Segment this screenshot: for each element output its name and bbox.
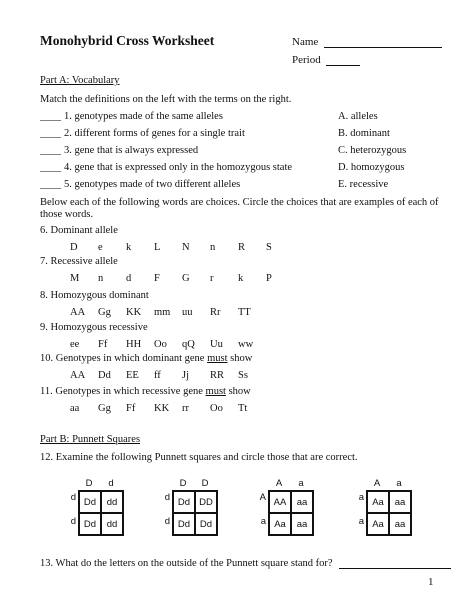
- punnett-cell: DD: [195, 491, 217, 513]
- choice[interactable]: ww: [238, 339, 254, 350]
- choices-instructions-line2: those words.: [40, 209, 94, 220]
- punnett-cell: Aa: [367, 513, 389, 535]
- choice[interactable]: KK: [126, 307, 142, 318]
- choice[interactable]: aa: [70, 403, 80, 414]
- question-7-label: 7. Recessive allele: [40, 256, 118, 267]
- choice[interactable]: ee: [70, 339, 80, 350]
- vocab-item-4: [40, 162, 440, 176]
- part-b-instructions: 12. Examine the following Punnett squares and circle those that are correct.: [40, 452, 358, 463]
- punnett-side-allele: d: [164, 516, 170, 527]
- punnett-grid: [78, 490, 124, 536]
- punnett-top-allele: d: [108, 478, 114, 489]
- punnett-side-allele: d: [164, 492, 170, 503]
- emphasis-must: must: [207, 353, 228, 364]
- choice[interactable]: R: [238, 242, 246, 253]
- question-13-text: 13. What do the letters on the outside of the Punnett square stand for?: [40, 558, 333, 569]
- punnett-cell: Dd: [79, 513, 101, 535]
- answer-blank[interactable]: ____: [40, 162, 61, 173]
- choice[interactable]: Oo: [210, 403, 223, 414]
- choice[interactable]: P: [266, 273, 272, 284]
- emphasis-must: must: [205, 386, 226, 397]
- choice[interactable]: M: [70, 273, 80, 284]
- choice[interactable]: r: [210, 273, 214, 284]
- punnett-cell: Aa: [269, 513, 291, 535]
- choice[interactable]: rr: [182, 403, 189, 414]
- name-blank[interactable]: [324, 37, 442, 48]
- choice[interactable]: G: [182, 273, 190, 284]
- question-8-label: 8. Homozygous dominant: [40, 290, 149, 301]
- answer-blank[interactable]: ____: [40, 179, 61, 190]
- punnett-square-1[interactable]: [64, 478, 134, 538]
- choice[interactable]: k: [126, 242, 132, 253]
- choice[interactable]: Tt: [238, 403, 248, 414]
- punnett-side-allele: a: [260, 516, 266, 527]
- choice[interactable]: ff: [154, 370, 161, 381]
- punnett-top-allele: a: [396, 478, 402, 489]
- vocab-item-2: [40, 128, 440, 142]
- choice[interactable]: HH: [126, 339, 142, 350]
- punnett-side-allele: a: [358, 516, 364, 527]
- punnett-cell: aa: [291, 513, 313, 535]
- punnett-side-allele: d: [70, 516, 76, 527]
- choice[interactable]: k: [238, 273, 244, 284]
- choice[interactable]: qQ: [182, 339, 195, 350]
- choice[interactable]: Uu: [210, 339, 223, 350]
- choice[interactable]: Ff: [98, 339, 108, 350]
- choice[interactable]: Rr: [210, 307, 221, 318]
- punnett-side-allele: d: [70, 492, 76, 503]
- choice[interactable]: S: [266, 242, 272, 253]
- question-6-choices: [70, 242, 450, 256]
- question-8-choices: [70, 307, 450, 321]
- vocab-item-1: [40, 111, 440, 125]
- choice[interactable]: F: [154, 273, 160, 284]
- choice[interactable]: L: [154, 242, 161, 253]
- choice[interactable]: d: [126, 273, 132, 284]
- punnett-square-4[interactable]: [352, 478, 422, 538]
- vocab-term: B. dominant: [338, 128, 390, 139]
- vocab-definition: 5. genotypes made of two different alleles: [64, 179, 241, 190]
- choice[interactable]: AA: [70, 307, 86, 318]
- period-field: [292, 54, 360, 66]
- vocab-definition: 2. different forms of genes for a single trait: [64, 128, 245, 139]
- vocab-definition: 1. genotypes made of the same alleles: [64, 111, 223, 122]
- punnett-cell: Dd: [195, 513, 217, 535]
- punnett-cell: dd: [101, 513, 123, 535]
- punnett-cell: AA: [269, 491, 291, 513]
- choice[interactable]: RR: [210, 370, 225, 381]
- vocab-term: D. homozygous: [338, 162, 405, 173]
- part-a-heading: Part A: Vocabulary: [40, 75, 120, 86]
- question-10-choices: [70, 370, 450, 384]
- punnett-side-allele: a: [358, 492, 364, 503]
- choice[interactable]: N: [182, 242, 190, 253]
- page-number: 1: [428, 576, 434, 588]
- choice[interactable]: D: [70, 242, 78, 253]
- choice[interactable]: e: [98, 242, 103, 253]
- answer-blank[interactable]: ____: [40, 111, 61, 122]
- punnett-top-allele: D: [201, 478, 209, 489]
- vocab-term: C. heterozygous: [338, 145, 407, 156]
- punnett-cell: aa: [389, 513, 411, 535]
- choice[interactable]: AA: [70, 370, 86, 381]
- vocab-definition: 3. gene that is always expressed: [64, 145, 199, 156]
- vocab-term: E. recessive: [338, 179, 389, 190]
- part-b-heading: Part B: Punnett Squares: [40, 434, 141, 445]
- punnett-grid: [172, 490, 218, 536]
- question-13: [40, 558, 451, 569]
- punnett-top-allele: D: [179, 478, 187, 489]
- choice[interactable]: TT: [238, 307, 251, 318]
- punnett-side-allele: A: [259, 492, 266, 503]
- choice[interactable]: Jj: [182, 370, 190, 381]
- question-11-choices: [70, 403, 450, 417]
- question-7-choices: [70, 273, 450, 287]
- choice[interactable]: mm: [154, 307, 171, 318]
- choice[interactable]: n: [98, 273, 104, 284]
- question-9-choices: [70, 339, 450, 353]
- punnett-top-allele: A: [275, 478, 283, 489]
- choice[interactable]: EE: [126, 370, 139, 381]
- punnett-top-allele: a: [298, 478, 304, 489]
- choice[interactable]: Gg: [98, 403, 111, 414]
- choices-instructions-line1: Below each of the following words are choices. Circle the choices that are examples of each of: [40, 197, 439, 208]
- answer-blank[interactable]: ____: [40, 128, 61, 139]
- punnett-cell: Dd: [173, 513, 195, 535]
- period-label: Period: [292, 54, 321, 66]
- question-9-label: 9. Homozygous recessive: [40, 322, 148, 333]
- punnett-square-2[interactable]: [158, 478, 228, 538]
- name-label: Name: [292, 36, 319, 48]
- question-11-label: 11. Genotypes in which recessive gene must show: [40, 386, 251, 397]
- question-6-label: 6. Dominant allele: [40, 225, 118, 236]
- choice[interactable]: Gg: [98, 307, 111, 318]
- choice[interactable]: n: [210, 242, 216, 253]
- punnett-cell: Dd: [173, 491, 195, 513]
- punnett-top-allele: A: [373, 478, 381, 489]
- choice[interactable]: Dd: [98, 370, 111, 381]
- choice[interactable]: Ss: [238, 370, 248, 381]
- punnett-grid: [268, 490, 314, 536]
- choice[interactable]: Oo: [154, 339, 167, 350]
- vocab-definition: 4. gene that is expressed only in the homozygous state: [64, 162, 293, 173]
- worksheet-title: Monohybrid Cross Worksheet: [40, 33, 215, 48]
- vocab-item-3: [40, 145, 440, 159]
- name-field: [292, 36, 442, 48]
- choice[interactable]: KK: [154, 403, 170, 414]
- vocab-term: A. alleles: [338, 111, 378, 122]
- punnett-cell: aa: [389, 491, 411, 513]
- punnett-top-allele: D: [85, 478, 93, 489]
- question-10-label: 10. Genotypes in which dominant gene must show: [40, 353, 253, 364]
- part-a-instructions: Match the definitions on the left with the terms on the right.: [40, 94, 292, 105]
- punnett-cell: aa: [291, 491, 313, 513]
- vocab-item-5: [40, 179, 440, 193]
- choice[interactable]: uu: [182, 307, 193, 318]
- period-blank[interactable]: [326, 55, 360, 66]
- punnett-grid: [366, 490, 412, 536]
- answer-blank[interactable]: ____: [40, 145, 61, 156]
- question-13-answer-blank[interactable]: [339, 558, 451, 569]
- punnett-square-3[interactable]: [254, 478, 324, 538]
- punnett-cell: Aa: [367, 491, 389, 513]
- punnett-cell: dd: [101, 491, 123, 513]
- punnett-cell: Dd: [79, 491, 101, 513]
- choice[interactable]: Ff: [126, 403, 136, 414]
